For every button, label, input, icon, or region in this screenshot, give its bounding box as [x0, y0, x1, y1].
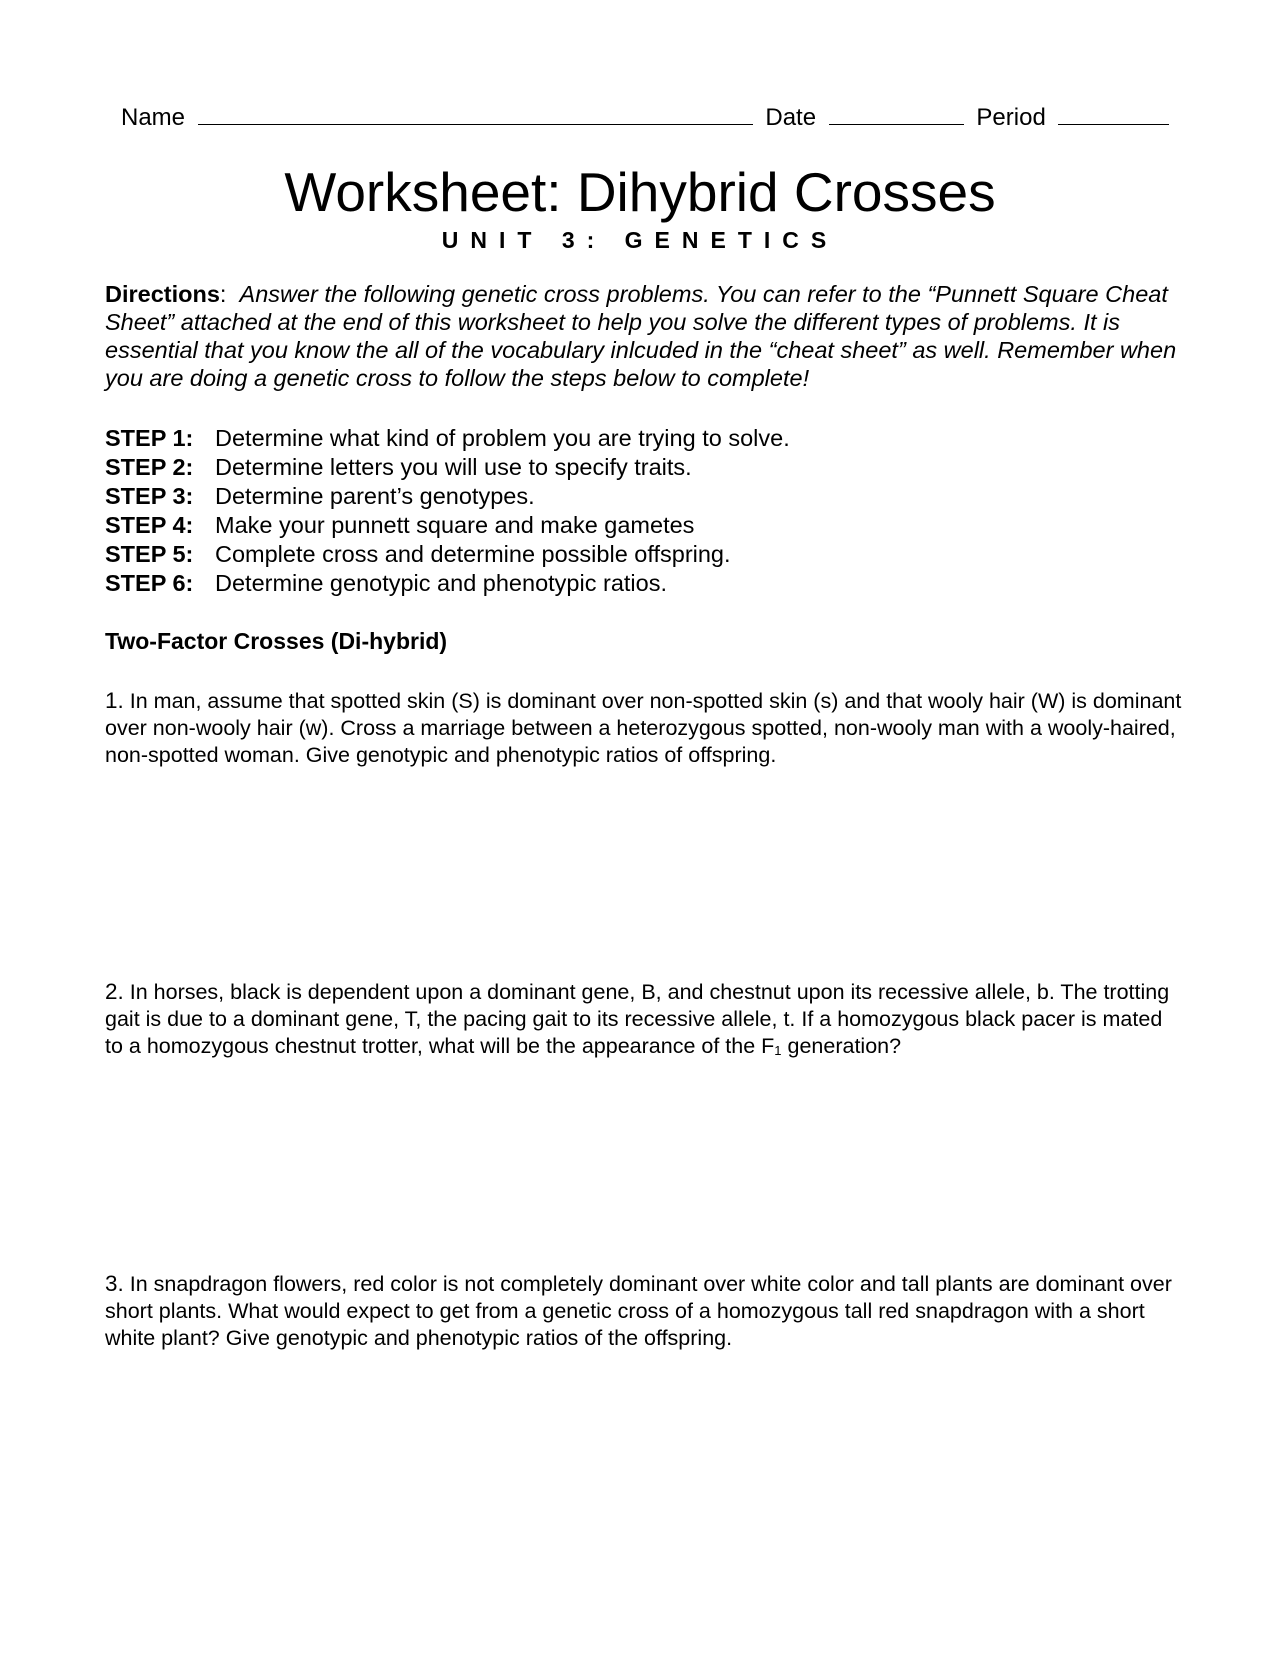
period-label: Period	[976, 104, 1046, 131]
step-item	[105, 424, 1185, 453]
question-text: In man, assume that spotted skin (S) is dominant over non-spotted skin (s) and that wooly hair (W) is dominant over non-wooly hair (w). Cross a marriage between a heterozygous spotted, non-wooly man with a wooly-haired, non-spotted woman. Give genotypic and phenotypic ratios of offspring.	[105, 689, 1182, 767]
name-label: Name	[121, 104, 186, 131]
step-item	[105, 511, 1185, 540]
step-text: Determine genotypic and phenotypic ratios.	[215, 570, 667, 596]
step-item	[105, 453, 1185, 482]
subscript: 1	[774, 1043, 782, 1058]
step-label: STEP 2:	[105, 454, 194, 480]
step-label: STEP 5:	[105, 541, 194, 567]
step-label: STEP 3:	[105, 483, 194, 509]
step-label: STEP 1:	[105, 425, 194, 451]
question-1	[105, 687, 1185, 769]
directions-paragraph	[105, 280, 1185, 392]
question-text: In snapdragon flowers, red color is not completely dominant over white color and tall plants are dominant over short plants. What would expect to get from a genetic cross of a homozygous tall red snapdragon with a short white plant? Give genotypic and phenotypic ratios of the offspring.	[105, 1272, 1172, 1350]
page-title: Worksheet: Dihybrid Crosses	[284, 161, 996, 223]
date-label: Date	[765, 104, 817, 131]
question-number: 3.	[105, 1271, 124, 1296]
step-label: STEP 6:	[105, 570, 194, 596]
directions-separator: :	[219, 281, 227, 307]
student-info-line	[121, 102, 1161, 133]
step-text: Complete cross and determine possible offspring.	[215, 541, 731, 567]
step-item	[105, 540, 1185, 569]
step-item	[105, 569, 1185, 598]
question-number: 2.	[105, 979, 124, 1004]
question-text-end: generation?	[781, 1034, 902, 1058]
step-text: Determine what kind of problem you are trying to solve.	[215, 425, 790, 451]
date-blank	[829, 102, 964, 125]
directions-label: Directions	[105, 281, 220, 307]
unit-subtitle: UNIT 3: GENETICS	[441, 227, 839, 253]
step-label: STEP 4:	[105, 512, 194, 538]
step-text: Determine parent’s genotypes.	[215, 483, 535, 509]
name-blank	[198, 102, 753, 125]
period-blank	[1058, 102, 1169, 125]
step-item	[105, 482, 1185, 511]
question-2	[105, 978, 1185, 1062]
question-number: 1.	[105, 688, 124, 713]
step-text: Make your punnett square and make gametes	[215, 512, 695, 538]
section-heading: Two-Factor Crosses (Di-hybrid)	[105, 628, 448, 654]
question-3	[105, 1270, 1185, 1352]
directions-text: Answer the following genetic cross problems. You can refer to the “Punnett Square Cheat Sheet” attached at the end of this worksheet to help you solve the different types of problems. It is essential that you know the all of the vocabulary inlcuded in the “cheat sheet” as well. Remember when you are doing a genetic cross to follow the steps below to complete!	[105, 281, 1177, 391]
step-text: Determine letters you will use to specify traits.	[215, 454, 692, 480]
question-text: In horses, black is dependent upon a dominant gene, B, and chestnut upon its recessive allele, b. The trotting gait is due to a dominant gene, T, the pacing gait to its recessive allele, t. If a homozygous black pacer is mated to a homozygous chestnut trotter, what will be the appearance of the F	[105, 980, 1170, 1058]
steps-list	[105, 424, 1185, 598]
